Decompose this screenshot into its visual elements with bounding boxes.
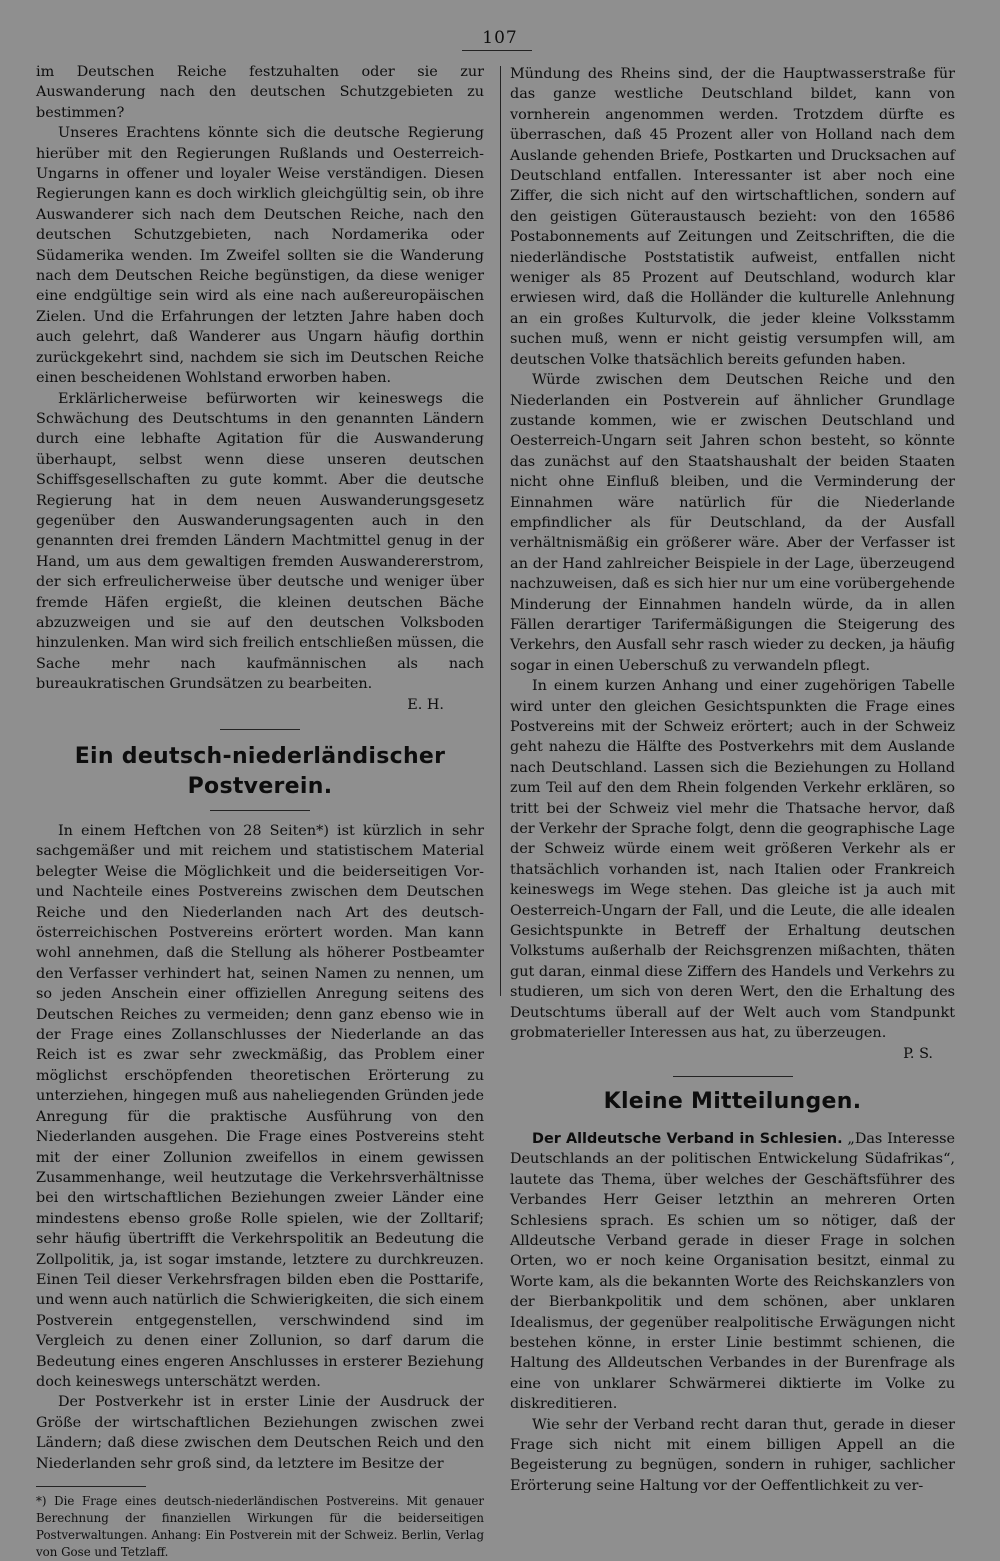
right-paragraph-4: Wie sehr der Verband recht daran thut, gerade in dieser Frage sich nicht mit einem billigen Appell an die Begeisterung zu begnügen, sondern in ruhiger, sachlicher Erörterung seine Haltung vor der Oeffentlichkeit zu ver- — [510, 1416, 955, 1494]
section-divider — [220, 729, 300, 730]
left-column — [36, 62, 484, 1561]
right-signature: P. S. — [903, 1045, 933, 1062]
news-item-title: Der Alldeutsche Verband in Schlesien. — [532, 1130, 843, 1147]
page-number-rule — [462, 50, 532, 51]
page-number: 107 — [482, 28, 518, 48]
left-paragraph-1: im Deutschen Reiche festzuhalten oder sie zur Auswanderung nach den deutschen Schutzgebieten zu bestimmen? — [36, 64, 484, 121]
heading-underline — [210, 810, 310, 811]
left-paragraph-2: Unseres Erachtens könnte sich die deutsche Regierung hierüber mit den Regierungen Rußlands und Oesterreich-Ungarns in offener und loyaler Weise verständigen. Diesen Regierungen kann es doch wirklich gleichgültig sein, ob ihre Auswanderer sich nach dem Deutschen Reiche, nach den deutschen Schutzgebieten, nach Nordamerika oder Südamerika wenden. Im Zweifel sollten sie die Wanderung nach dem Deutschen Reiche begünstigen, da diese weniger eine endgültige sein wird als eine nach außereuropäischen Zielen. Und die Erfahrungen der letzten Jahre haben doch auch gelehrt, daß Wanderer aus Ungarn häufig dorthin zurückgekehrt sind, nachdem sie sich im Deutschen Reiche einen bescheidenen Wohlstand erworben haben. — [36, 125, 484, 387]
right-paragraph-3: In einem kurzen Anhang und einer zugehörigen Tabelle wird unter den gleichen Gesichtspunkten die Frage eines Postvereins mit der Schweiz erörtert; auch in der Schweiz geht nahezu die Hälfte des Postverkehrs mit dem Auslande nach Deutschland. Lassen sich die Beziehungen zu Holland zum Teil auf den dem Rhein folgenden Verkehr erklären, so tritt bei der Schweiz viel mehr die Thatsache hervor, daß der Verkehr der Sprache folgt, denn die geographische Lage der Schweiz würde einem weit größeren Verkehr als er thatsächlich vorhanden ist, nach Italien oder Frankreich keineswegs im Wege stehen. Das gleiche ist ja auch mit Oesterreich-Ungarn der Fall, und die Leute, die alle idealen Gesichtspunkte in Betreff der Erhaltung deutschen Volkstums außerhalb der Reichsgrenzen mißachten, thäten gut daran, einmal diese Ziffern des Handels und Verkehrs zu studieren, um sich von deren Wert, den die Erhaltung des Deutschtums überall auf der Welt auch vom Standpunkt grobmaterieller Interessen aus hat, zu überzeugen. — [510, 678, 955, 1042]
right-column — [510, 64, 955, 1496]
right-paragraph-2: Würde zwischen dem Deutschen Reiche und den Niederlanden ein Postverein auf ähnlicher Grundlage zustande kommen, wie er zwischen Deutschland und Oesterreich-Ungarn seit Jahren schon besteht, so könnte das zunächst auf den Staatshaushalt der beiden Staaten nicht ohne Einfluß bleiben, und die Verminderung der Einnahmen wäre natürlich für die Niederlande empfindlicher als für Deutschland, da der Ausfall verhältnismäßig ein größerer wäre. Aber der Verfasser ist an der Hand zahlreicher Beispiele in der Lage, überzeugend nachzuweisen, daß es sich hier nur um eine vorübergehende Minderung der Einnahmen handeln würde, da in allen Fällen derartiger Tarifermäßigungen die Steigerung des Verkehrs, den Ausfall sehr rasch wieder zu decken, ja häufig sogar in einen Ueberschuß zu verwandeln pflegt. — [510, 372, 955, 674]
left-paragraph-4: In einem Heftchen von 28 Seiten*) ist kürzlich in sehr sachgemäßer und mit reichem und statistischem Material belegter Weise die Möglichkeit und die beiderseitigen Vor- und Nachteile eines Postvereins zwischen dem Deutschen Reiche und den Niederlanden nach Art des deutsch-österreichischen Postvereins erörtert worden. Man kann wohl annehmen, daß die Stellung als höherer Postbeamter den Verfasser verhindert hat, seinen Namen zu nennen, um so jeden Anschein einer offiziellen Anregung seitens des Deutschen Reiches zu vermeiden; denn ganz ebenso wie in der Frage eines Zollanschlusses der Niederlande an das Reich ist es zwar sehr zweckmäßig, das Problem einer möglichst erschöpfenden theoretischen Erörterung zu unterziehen, hingegen muß aus naheliegenden Gründen jede Anregung für die praktische Ausführung von den Niederlanden ausgehen. Die Frage eines Postvereins steht mit der einer Zollunion zweifellos in einem gewissen Zusammenhange, weil heutzutage die Verkehrsverhältnisse bei den wirtschaftlichen Beziehungen zweier Länder eine mindestens ebenso große Rolle spielen, wie der Zolltarif; sehr häufig übertrifft die Verkehrspolitik an Bedeutung die Zollpolitik, ja, ist sogar imstande, letztere zu durchkreuzen. Einen Teil dieser Verkehrsfragen bilden eben die Posttarife, und wenn auch natürlich die Schwierigkeiten, die sich einem Postverein entgegenstellen, verschwindend sind im Vergleich zu denen einer Zollunion, so darf darum die Bedeutung eines engeren Anschlusses in ersterer Beziehung doch keineswegs unterschätzt werden. — [36, 823, 484, 1390]
footnote-rule — [36, 1486, 146, 1487]
section-divider-right — [673, 1076, 793, 1077]
column-divider — [500, 66, 501, 996]
footnote: *) Die Frage eines deutsch-niederländischen Postvereins. Mit genauer Berechnung der finanziellen Wirkungen für die beiderseitigen Postverwaltungen. Anhang: Ein Postverein mit der Schweiz. Berlin, Verlag von Gose und Tetzlaff. — [36, 1494, 484, 1559]
article-heading: Ein deutsch-niederländischer Postverein. — [74, 744, 446, 799]
section-heading: Kleine Mitteilungen. — [603, 1088, 862, 1114]
news-item-text: „Das Interesse Deutschlands an der politischen Entwickelung Südafrikas“, lautete das Thema, über welches der Geschäftsführer des Verbandes Herr Geiser letzthin an mehreren Orten Schlesiens sprach. Es schien um so nötiger, daß der Alldeutsche Verband gerade in dieser Frage in solchen Orten, wo er noch keine Organisation besitzt, einmal zu Worte kam, als die bekannten Worte des Reichskanzlers von der Bierbankpolitik und dem schönen, aber unklaren Idealismus, der gegenüber realpolitische Erwägungen nicht bestehen könne, in erster Linie bestimmt schienen, die Haltung des Alldeutschen Verbandes in der Burenfrage als eine von unklarer Schwärmerei diktierte im Volke zu diskreditieren. — [510, 1130, 956, 1413]
news-item — [510, 1129, 955, 1415]
left-paragraph-5: Der Postverkehr ist in erster Linie der Ausdruck der Größe der wirtschaftlichen Beziehungen zwischen zwei Ländern; daß diese zwischen dem Deutschen Reich und den Niederlanden sehr groß sind, da letztere im Besitze der — [36, 1394, 484, 1472]
left-paragraph-3: Erklärlicherweise befürworten wir keineswegs die Schwächung des Deutschtums in den genannten Ländern durch eine lebhafte Agitation für die Auswanderung überhaupt, selbst wenn diese unseren deutschen Schiffsgesellschaften zu gute kommt. Aber die deutsche Regierung hat in dem neuen Auswanderungsgesetz gegenüber den Auswanderungsagenten auch in den genannten drei fremden Ländern Machtmittel genug in der Hand, um aus dem gewaltigen fremden Auswandererstrom, der sich erfreulicherweise über deutsche und weniger über fremde Häfen ergießt, die kleinen deutschen Bäche abzuzweigen und sie auf den deutschen Volksboden hinzulenken. Man wird sich freilich entschließen müssen, die Sache mehr nach kaufmännischen als nach bureaukratischen Grundsätzen zu bearbeiten. — [36, 390, 485, 693]
right-paragraph-1: Mündung des Rheins sind, der die Hauptwasserstraße für das ganze westliche Deutschland bildet, kann von vornherein angenommen werden. Trotzdem dürfte es überraschen, daß 45 Prozent aller von Holland nach dem Auslande gehenden Briefe, Postkarten und Drucksachen auf Deutschland entfallen. Interessanter ist aber noch eine Ziffer, die sich nicht auf den wirtschaftlichen, sondern auf den geistigen Güteraustausch bezieht: von den 16586 Postabonnements auf Zeitungen und Zeitschriften, die die niederländische Poststatistik aufweist, entfallen nicht weniger als 85 Prozent auf Deutschland, wodurch klar erwiesen wird, daß die Holländer die kulturelle Anlehnung an ein großes Kulturvolk, die jeder kleine Volksstamm suchen muß, wenn er nicht geistig versumpfen will, am deutschen Volke thatsächlich bereits gefunden haben. — [510, 66, 955, 368]
left-signature: E. H. — [407, 696, 444, 713]
